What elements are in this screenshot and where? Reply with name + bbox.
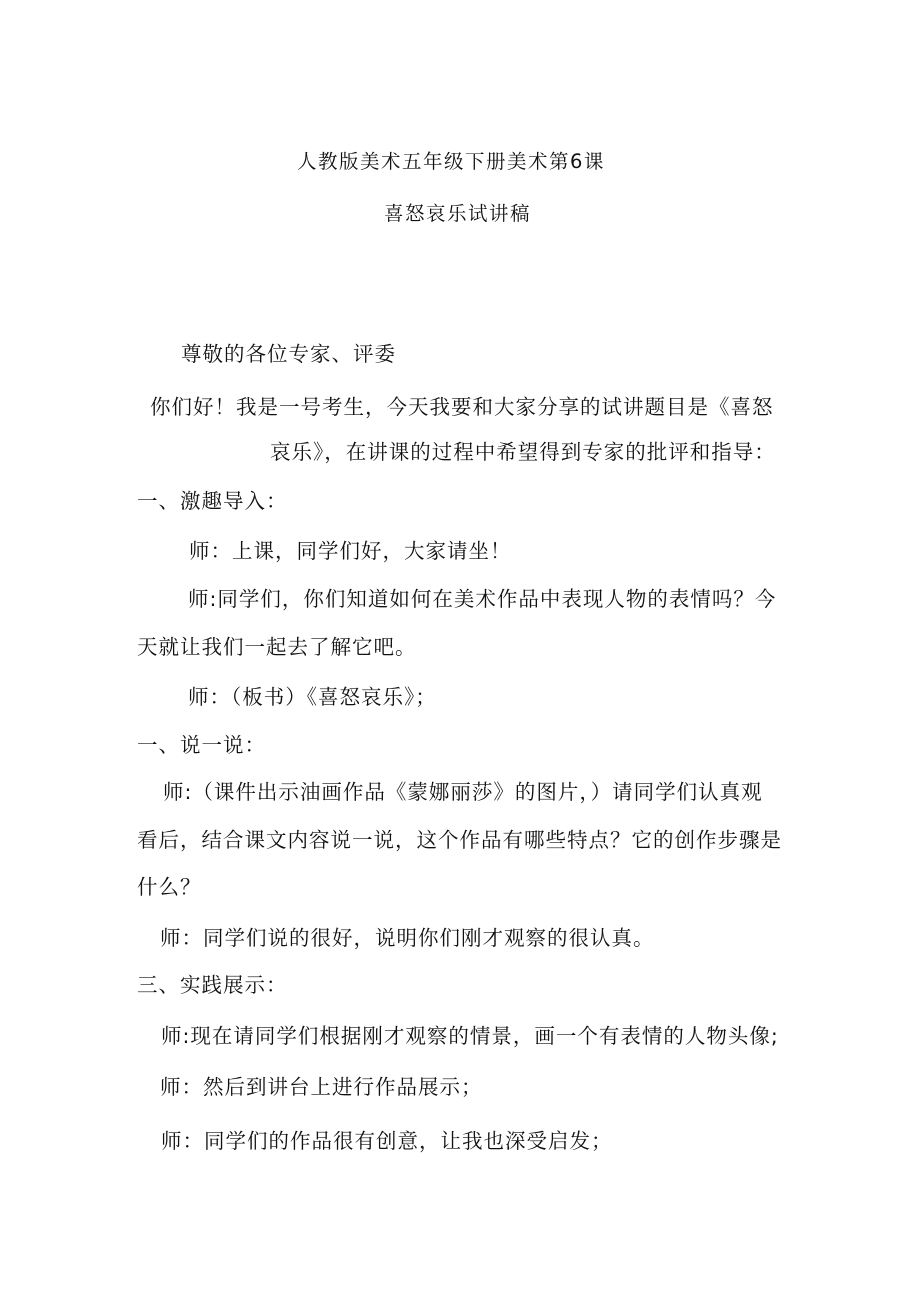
section-heading: 三、实践展示：: [137, 973, 288, 997]
paragraph: 师：然后到讲台上进行作品展示；: [160, 1075, 483, 1099]
paragraph: 哀乐》，在讲课的过程中希望得到专家的批评和指导：: [270, 440, 776, 464]
paragraph: 师:同学们，你们知道如何在美术作品中表现人物的表情吗？今: [188, 587, 777, 611]
section-heading: 一、说一说：: [137, 733, 266, 757]
paragraph: 师：同学们的作品很有创意，让我也深受启发；: [161, 1129, 613, 1153]
paragraph: 师：同学们说的很好，说明你们刚才观察的很认真。: [160, 926, 655, 950]
paragraph: 天就让我们一起去了解它吧。: [137, 635, 417, 659]
paragraph: 什么？: [137, 875, 202, 899]
paragraph: 师：（板书）《喜怒哀乐》；: [188, 685, 437, 709]
greeting: 尊敬的各位专家、评委: [181, 342, 396, 366]
paragraph: 你们好！我是一号考生，今天我要和大家分享的试讲题目是《喜怒: [150, 395, 774, 419]
document-subtitle: 喜怒哀乐试讲稿: [384, 202, 532, 225]
paragraph: 师：上课，同学们好，大家请坐！: [189, 539, 512, 563]
paragraph: 看后，结合课文内容说一说，这个作品有哪些特点？它的创作步骤是: [137, 828, 782, 852]
paragraph: 师:现在请同学们根据刚才观察的情景，画一个有表情的人物头像;: [161, 1024, 779, 1048]
section-heading: 一、激趣导入：: [137, 489, 288, 513]
document-title: 人教版美术五年级下册美术第6课: [297, 150, 605, 173]
paragraph: 师:（课件出示油画作品《蒙娜丽莎》的图片，）请同学们认真观: [163, 780, 763, 804]
